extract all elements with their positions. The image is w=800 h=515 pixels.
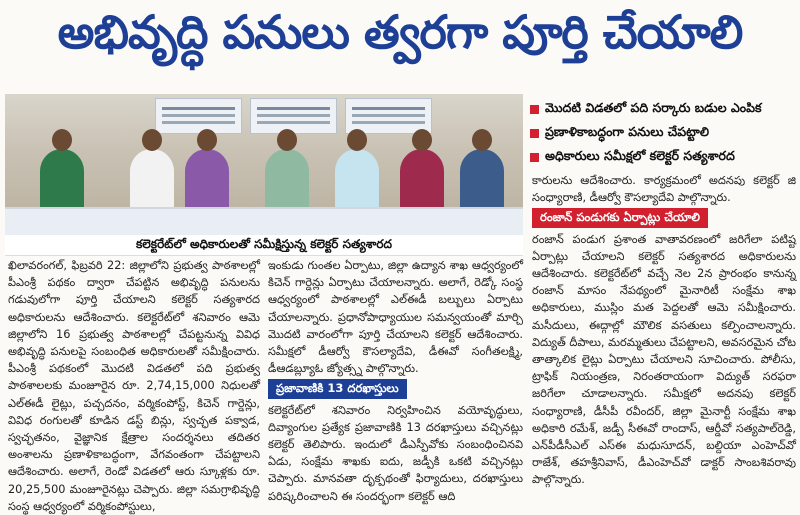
highlights-list	[530, 97, 798, 169]
photo-person	[460, 149, 504, 213]
subheading-petitions: ప్రజావాణికి 13 దరఖాస్తులు	[268, 379, 407, 398]
highlight-text: అధికారులు సమీక్షలో కలెక్టర్‌ సత్యశారద	[545, 147, 735, 163]
photo-table	[5, 207, 523, 235]
photo-banner	[250, 98, 337, 134]
news-photo	[5, 94, 523, 235]
highlight-text: ప్రణాళికాబద్ధంగా పనులు చేపట్టాలి	[545, 123, 710, 139]
article-paragraph: ఖిలావరంగల్‌, ఫిబ్రవరి 22: జిల్లాలోని ప్రభుత్వ పాఠశాలల్లో పీఎంశ్రీ పథకం ద్వారా చేపట్టిన అభివృద్ధి పనులను గడువులోగా పూర్తి చేయాలని కలెక్టర్‌ సత్యశారద అధికారులను ఆదేశించారు. కలెక్టరేట్‌లో శనివారం ఆమె జిల్లాలోని 16 ప్రభుత్వ పాఠశాలల్లో చేపట్టనున్న వివిధ అభివృద్ధి పనులపై సంబంధిత అధికారులతో సమీక్షించారు. పీఎంశ్రీ పథకంలో మొదటి విడతలో పది ప్రభుత్వ పాఠశాలలకు మంజూరైన రూ. 2,74,15,000 నిధులతో ఎల్‌ఈడీ లైట్లు, పచ్చదనం, వర్మికంపోస్ట్‌, కిచెన్‌ గార్డెన్లు, వివిధ రంగులతో కూడిన డస్ట్‌ బిన్లు, స్వచ్ఛత పక్వాడ, స్వచ్ఛతనం, వైజ్ఞానిక క్షేత్రాల సందర్శనలు తదితర అంశాలను ప్రణాళికాబద్ధంగా, వేగవంతంగా చేపట్టాలని ఆదేశించారు. అలాగే, రెండో విడతలో ఆరు స్కూళ్లకు రూ. 20,25,500 మంజూరైనట్లు చెప్పారు. జిల్లా సమగ్రాభివృద్ధి సంస్థ ఆధ్వర్యంలో వర్మికంపోస్టులు,	[8, 259, 260, 513]
highlight-item	[530, 145, 798, 169]
bullet-square-icon	[530, 105, 539, 114]
bullet-square-icon	[530, 129, 539, 138]
highlight-item	[530, 121, 798, 145]
highlight-text: మొదటి విడతలో పది సర్కారు బడుల ఎంపిక	[545, 99, 762, 115]
photo-caption: కలెక్టరేట్‌లో అధికారులతో సమీక్షిస్తున్న కలెక్టర్‌ సత్యశారద	[5, 235, 523, 256]
photo-person	[400, 149, 444, 213]
subheading-ramzan: రంజాన్‌ పండుగకు ఏర్పాట్లు చేయాలి	[532, 208, 708, 227]
article-paragraph: కారులను ఆదేశించారు. కార్యక్రమంలో అదనపు కలెక్టర్‌ జి సంధ్యారాణి, డీఆర్వో కౌసల్యాదేవి పాల్గొన్నారు.	[532, 174, 796, 205]
photo-person	[265, 149, 309, 213]
article-column-3	[532, 172, 796, 489]
article-paragraph: ఇంకుడు గుంతల ఏర్పాటు, జిల్లా ఉద్యాన శాఖ ఆధ్వర్యంలో కిచెన్‌ గార్డెన్లు ఏర్పాటు చేయాలన్నారు. అలాగే, రెడ్కో సంస్థ ఆధ్వర్యంలో పాఠశాలల్లో ఎల్‌ఈడీ బల్బులు ఏర్పాటు చేయాలన్నారు. ప్రధానోపాధ్యాయుల సమన్వయంతో మార్చి మొదటి వారంలోగా పూర్తి చేయాలని కలెక్టర్‌ ఆదేశించారు. సమీక్షలో డీఆర్వో కౌసల్యాదేవి, డీఈవో సంగీతలక్ష్మి, డీఆడబ్ల్యూఓ జ్యోత్స్న పాల్గొన్నారు.	[268, 259, 523, 376]
photo-person	[185, 149, 229, 213]
photo-person	[40, 149, 84, 213]
photo-person	[335, 149, 379, 213]
bullet-square-icon	[530, 153, 539, 162]
headline: అభివృద్ధి పనులు త్వరగా పూర్తి చేయాలి	[57, 5, 743, 59]
article-paragraph: కలెక్టరేట్‌లో శనివారం నిర్వహించిన వయోవృద్ధులు, దివ్యాంగుల ప్రత్యేక ప్రజావాణికి 13 దరఖాస్తులు వచ్చినట్లు కలెక్టర్‌ తెలిపారు. ఇందులో డీఎస్పీవోకు సంబంధించినవి ఏడు, సంక్షేమ శాఖకు ఐదు, జడ్పీకి ఒకటి వచ్చినట్లు చెప్పారు. మానవతా దృక్పథంతో ఫిర్యాదులు, దరఖాస్తులు పరిష్కరించాలని ఈ సందర్భంగా కలెక్టర్‌ ఆది	[268, 403, 523, 503]
article-column-1	[8, 257, 260, 515]
photo-person	[130, 149, 174, 213]
highlight-item	[530, 97, 798, 121]
article-paragraph: రంజాన్‌ పండుగ ప్రశాంత వాతావరణంలో జరిగేలా పటిష్ట ఏర్పాట్లు చేయాలని కలెక్టర్‌ సత్యశారద అధికారులను ఆదేశించారు. కలెక్టరేట్‌లో వచ్చే నెల 2న ప్రారంభం కానున్న రంజాన్‌ మాసం నేపథ్యంలో మైనారిటీ సంక్షేమ శాఖ అధికారులు, ముస్లిం మత పెద్దలతో ఆమె సమీక్షించారు. మసీదులు, ఈద్గాల్లో మౌలిక వసతులు కల్పించాలన్నారు. విద్యుత్‌ దీపాలు, మరమ్మతులు చేపట్టాలని, అవసరమైన చోట తాత్కాలిక లైట్లు ఏర్పాటు చేయాలని సూచించారు. పోలీసు, ట్రాఫిక్‌ నియంత్రణ, నిరంతరాయంగా విద్యుత్‌ సరఫరా జరిగేలా చూడాలన్నారు. సమీక్షలో అదనపు కలెక్టర్‌ సంధ్యారాణి, డీసీపీ రవీందర్‌, జిల్లా మైనార్టీ సంక్షేమ శాఖ అధికారి రమేశ్‌, జడ్పీ సీఈవో రాందాస్‌, ఆర్డీవో సత్యపాల్‌రెడ్డి, ఎన్‌పీడీసీఎల్‌ ఎస్‌ఈ మధుసూదన్‌, బల్దియా ఎంహెచ్‌వో రాజేశ్‌, తహశ్రీనివాస్‌, డీఎంహెచ్‌వో డాక్టర్‌ సాంబశివరావు పాల్గొన్నారు.	[532, 232, 797, 487]
article-column-2	[268, 257, 523, 505]
photo-banner	[155, 98, 242, 134]
